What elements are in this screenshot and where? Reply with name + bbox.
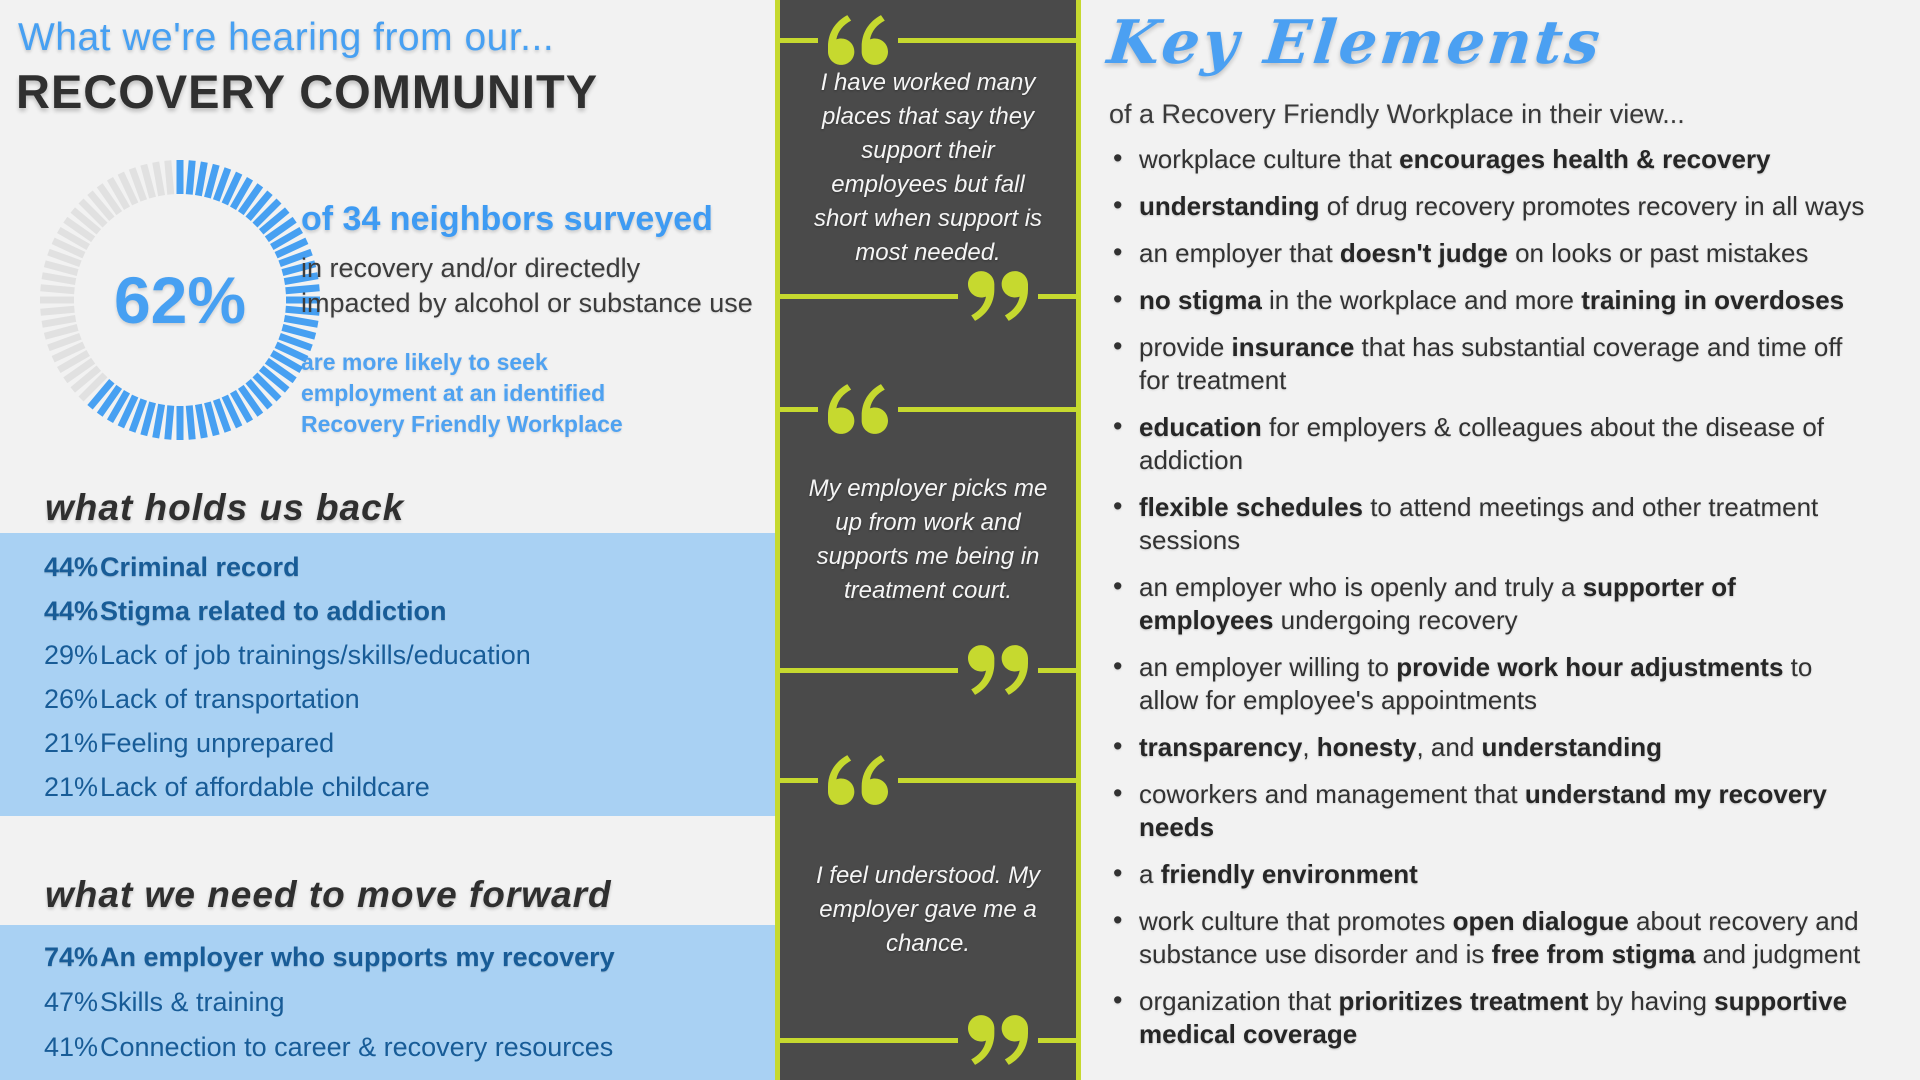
key-elements-subheading: of a Recovery Friendly Workplace in their view... bbox=[1109, 99, 1685, 129]
key-element-item: • coworkers and management that understand my recovery needs bbox=[1113, 778, 1827, 842]
quotes-panel bbox=[775, 0, 1081, 1080]
stat-percent: 47% bbox=[44, 987, 99, 1017]
donut-percent-label: 62% bbox=[113, 263, 247, 337]
kicker-text: What we're hearing from our... bbox=[18, 16, 555, 59]
bullet-icon: • bbox=[1113, 778, 1123, 808]
open-quote-icon bbox=[828, 755, 888, 805]
close-quote-icon bbox=[968, 645, 1028, 695]
bullet-icon: • bbox=[1113, 651, 1123, 681]
survey-stat-item bbox=[44, 765, 775, 809]
stat-percent: 21% bbox=[44, 771, 99, 802]
bullet-icon: • bbox=[1113, 331, 1123, 361]
survey-stat-item bbox=[44, 633, 775, 677]
key-elements-heading: Key Elements bbox=[1104, 8, 1606, 78]
stat-label: Lack of transportation bbox=[100, 683, 360, 714]
survey-stat-item bbox=[44, 677, 775, 721]
quote-text: I feel understood. My employer gave me a chance. bbox=[815, 862, 1041, 957]
key-element-item: • an employer who is openly and truly a supporter of employees undergoing recovery bbox=[1113, 571, 1736, 635]
bullet-icon: • bbox=[1113, 190, 1123, 220]
key-elements-list bbox=[1105, 143, 1877, 1065]
quote-open-divider bbox=[780, 382, 1076, 436]
quote-text: I have worked many places that say they support their employees but fall short when support is most needed. bbox=[813, 69, 1043, 266]
bullet-icon: • bbox=[1113, 411, 1123, 441]
stat-label: Feeling unprepared bbox=[100, 727, 335, 758]
open-quote-icon bbox=[828, 15, 888, 65]
survey-stat-item bbox=[44, 721, 775, 765]
bullet-icon: • bbox=[1113, 858, 1123, 888]
bullet-icon: • bbox=[1113, 905, 1123, 935]
stat-percent: 44% bbox=[44, 595, 99, 626]
stat-label: Skills & training bbox=[100, 987, 285, 1017]
survey-donut-chart bbox=[38, 158, 322, 442]
stat-label: An employer who supports my recovery bbox=[100, 942, 615, 972]
quote-close-divider bbox=[780, 1013, 1076, 1067]
key-element-item: • transparency, honesty, and understanding bbox=[1113, 731, 1663, 762]
quote-close-divider bbox=[780, 643, 1076, 697]
survey-stat-text bbox=[301, 200, 771, 440]
bullet-icon: • bbox=[1113, 571, 1123, 601]
quote-open-divider bbox=[780, 753, 1076, 807]
stat-percent: 29% bbox=[44, 639, 99, 670]
quote-open-divider bbox=[780, 13, 1076, 67]
stat-label: Connection to career & recovery resources bbox=[100, 1032, 614, 1062]
bullet-icon: • bbox=[1113, 237, 1123, 267]
stat-percent: 41% bbox=[44, 1032, 99, 1062]
survey-note: are more likely to seek employment at an identified Recovery Friendly Workplace bbox=[301, 349, 623, 437]
quote-text: My employer picks me up from work and supports me being in treatment court. bbox=[808, 474, 1048, 604]
bullet-icon: • bbox=[1113, 284, 1123, 314]
recovery-community-section bbox=[0, 0, 775, 1080]
key-element-item: • understanding of drug recovery promotes recovery in all ways bbox=[1113, 190, 1865, 221]
bullet-icon: • bbox=[1113, 731, 1123, 761]
key-element-item: • work culture that promotes open dialogue about recovery and substance use disorder and is free from stigma and judgment bbox=[1113, 905, 1861, 969]
survey-stat-item bbox=[44, 980, 775, 1025]
key-element-item: • workplace culture that encourages health & recovery bbox=[1113, 143, 1771, 174]
holds-back-list bbox=[0, 533, 775, 816]
survey-stat-item bbox=[44, 935, 775, 980]
stat-label: Lack of job trainings/skills/education bbox=[100, 639, 531, 670]
stat-label: Lack of affordable childcare bbox=[100, 771, 430, 802]
key-element-item: • organization that prioritizes treatment by having supportive medical coverage bbox=[1113, 985, 1848, 1049]
key-elements-section bbox=[1081, 0, 1920, 1080]
bullet-icon: • bbox=[1113, 985, 1123, 1015]
stat-label: Stigma related to addiction bbox=[100, 595, 447, 626]
survey-headline: of 34 neighbors surveyed bbox=[301, 200, 713, 238]
stat-percent: 26% bbox=[44, 683, 99, 714]
page-title: RECOVERY COMMUNITY bbox=[16, 65, 599, 118]
bullet-icon: • bbox=[1113, 491, 1123, 521]
key-element-item: • a friendly environment bbox=[1113, 858, 1418, 889]
close-quote-icon bbox=[968, 1015, 1028, 1065]
key-element-item: • an employer that doesn't judge on looks or past mistakes bbox=[1113, 237, 1809, 268]
close-quote-icon bbox=[968, 271, 1028, 321]
survey-stat-item bbox=[44, 545, 775, 589]
holds-back-heading: what holds us back bbox=[45, 487, 405, 528]
open-quote-icon bbox=[828, 384, 888, 434]
stat-percent: 21% bbox=[44, 727, 99, 758]
key-element-item: • no stigma in the workplace and more training in overdoses bbox=[1113, 284, 1845, 315]
move-forward-heading: what we need to move forward bbox=[45, 874, 612, 915]
bullet-icon: • bbox=[1113, 143, 1123, 173]
survey-stat-item bbox=[44, 589, 775, 633]
key-element-item: • flexible schedules to attend meetings and other treatment sessions bbox=[1113, 491, 1819, 555]
stat-label: Criminal record bbox=[100, 551, 300, 582]
survey-stat-item bbox=[44, 1025, 775, 1070]
stat-percent: 74% bbox=[44, 942, 99, 972]
key-element-item: • provide insurance that has substantial coverage and time off for treatment bbox=[1113, 331, 1843, 395]
survey-description: in recovery and/or directedly impacted by alcohol or substance use bbox=[301, 253, 753, 318]
move-forward-list bbox=[0, 925, 775, 1080]
stat-percent: 44% bbox=[44, 551, 99, 582]
quote-close-divider bbox=[780, 269, 1076, 323]
key-element-item: • an employer willing to provide work hour adjustments to allow for employee's appointments bbox=[1113, 651, 1813, 715]
key-element-item: • education for employers & colleagues about the disease of addiction bbox=[1113, 411, 1825, 475]
